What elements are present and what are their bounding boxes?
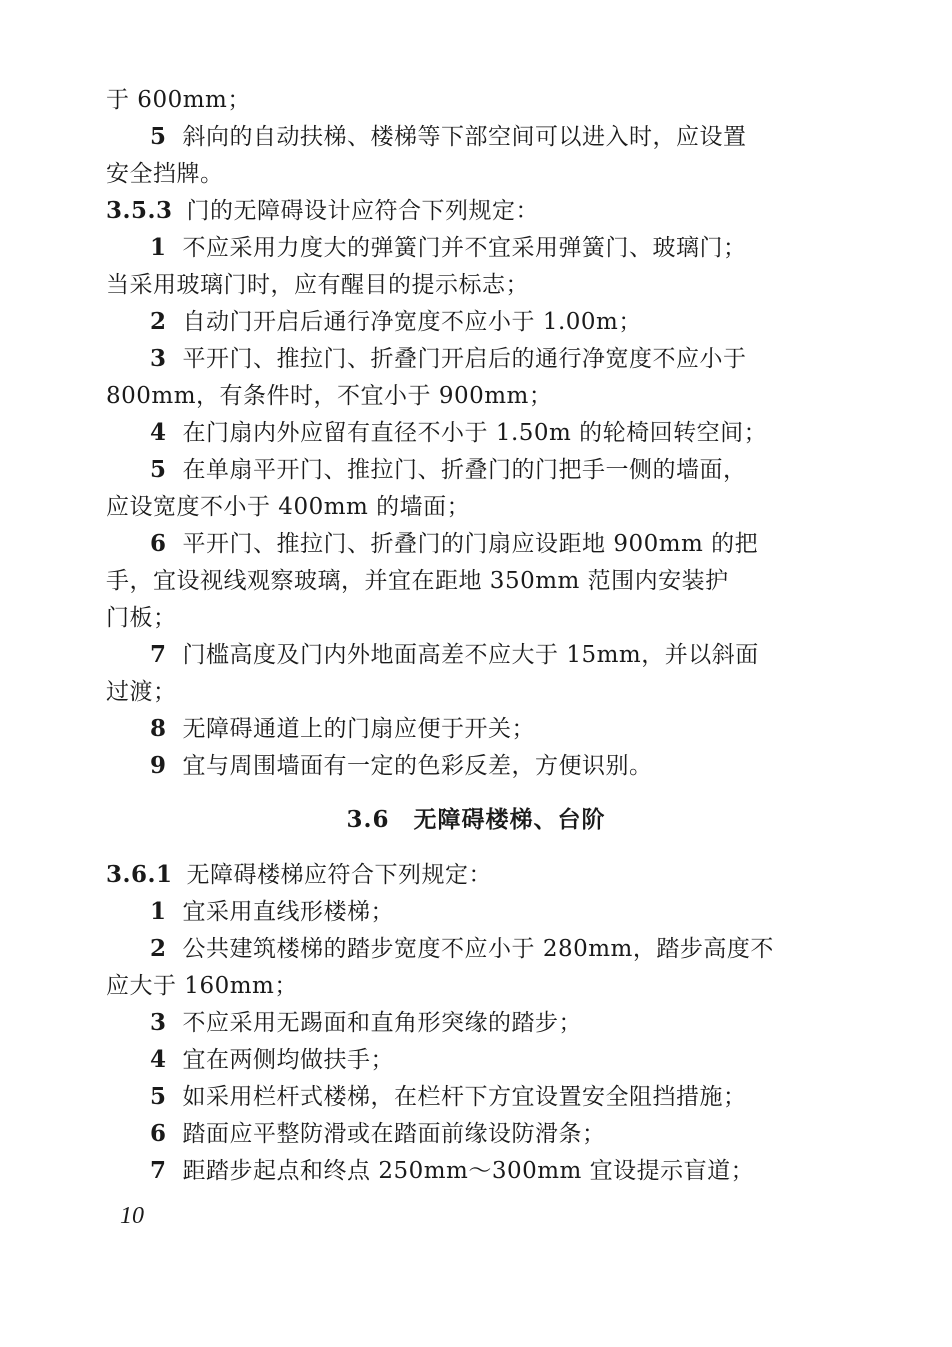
clause-3-6-1: 3.6.1 无障碍楼梯应符合下列规定：	[106, 861, 493, 888]
section-heading: 3.6 无障碍楼梯、台阶	[346, 806, 606, 833]
text-line: 手，宜设视线观察玻璃，并宜在距地 350mm 范围内安装护	[106, 568, 729, 594]
clause-3-5-3: 3.5.3 门的无障碍设计应符合下列规定：	[106, 197, 540, 224]
list-item: 6 平开门、推拉门、折叠门的门扇应设距地 900mm 的把	[150, 530, 759, 557]
list-item: 2 公共建筑楼梯的踏步宽度不应小于 280mm，踏步高度不	[150, 935, 774, 962]
list-item: 3 平开门、推拉门、折叠门开启后的通行净宽度不应小于	[150, 345, 747, 372]
list-item: 2 自动门开启后通行净宽度不应小于 1.00m；	[150, 308, 642, 335]
list-item: 5 如采用栏杆式楼梯，在栏杆下方宜设置安全阻挡措施；	[150, 1083, 747, 1110]
text-line: 应大于 160mm；	[106, 973, 298, 999]
list-item: 9 宜与周围墙面有一定的色彩反差，方便识别。	[150, 752, 653, 779]
text-line: 于 600mm；	[106, 87, 251, 113]
list-item: 6 踏面应平整防滑或在踏面前缘设防滑条；	[150, 1120, 606, 1147]
page-number: 10	[120, 1203, 144, 1229]
list-item: 7 门槛高度及门内外地面高差不应大于 15mm，并以斜面	[150, 641, 759, 668]
list-item: 4 在门扇内外应留有直径不小于 1.50m 的轮椅回转空间；	[150, 419, 768, 446]
text-line: 当采用玻璃门时，应有醒目的提示标志；	[106, 272, 529, 298]
list-item: 1 宜采用直线形楼梯；	[150, 898, 395, 925]
text-line: 门板；	[106, 605, 177, 631]
text-line: 800mm，有条件时，不宜小于 900mm；	[106, 383, 553, 409]
text-line: 安全挡牌。	[106, 161, 224, 187]
list-item: 4 宜在两侧均做扶手；	[150, 1046, 395, 1073]
text-line: 过渡；	[106, 679, 177, 705]
list-item: 8 无障碍通道上的门扇应便于开关；	[150, 715, 536, 742]
list-item: 5 斜向的自动扶梯、楼梯等下部空间可以进入时，应设置	[150, 123, 747, 150]
list-item: 7 距踏步起点和终点 250mm～300mm 宜设提示盲道；	[150, 1157, 755, 1184]
list-item: 1 不应采用力度大的弹簧门并不宜采用弹簧门、玻璃门；	[150, 234, 747, 261]
text-line: 应设宽度不小于 400mm 的墙面；	[106, 494, 471, 520]
list-item: 5 在单扇平开门、推拉门、折叠门的门把手一侧的墙面，	[150, 456, 747, 483]
list-item: 3 不应采用无踢面和直角形突缘的踏步；	[150, 1009, 583, 1036]
